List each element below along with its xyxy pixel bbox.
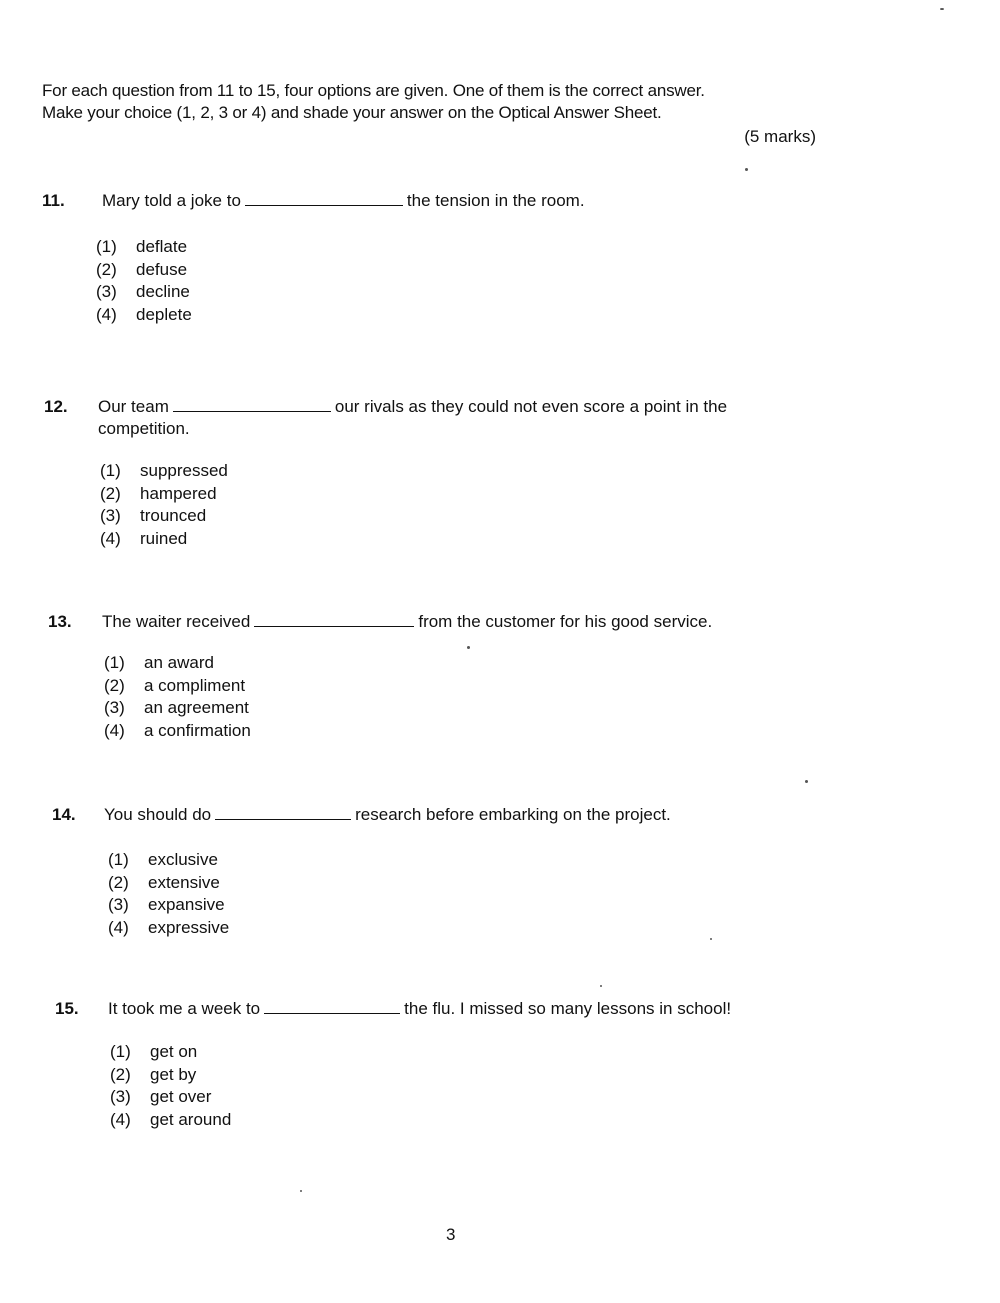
question-number: 15. (55, 999, 79, 1018)
scan-speck (940, 8, 944, 10)
scan-speck (300, 1190, 302, 1192)
question-stem (104, 804, 671, 826)
option-text: suppressed (140, 461, 228, 480)
option-item (96, 259, 192, 282)
option-item (108, 894, 229, 917)
stem-before: The waiter received (102, 612, 251, 631)
options-list (96, 236, 192, 326)
option-number: (4) (110, 1109, 131, 1129)
options-list (104, 652, 251, 742)
instructions-line-1: For each question from 11 to 15, four options are given. One of them is the correct answer. (42, 81, 705, 100)
scan-speck (745, 168, 748, 171)
question-15 (55, 998, 855, 1148)
scan-speck (467, 646, 470, 649)
question-stem (102, 611, 712, 633)
option-item (104, 675, 251, 698)
option-text: get around (150, 1109, 232, 1129)
option-number: (3) (96, 282, 117, 301)
answer-blank (173, 397, 331, 412)
option-text: deflate (136, 237, 188, 256)
instructions (42, 80, 832, 124)
option-item (100, 460, 228, 483)
question-stem (98, 396, 818, 440)
option-item (96, 281, 192, 304)
option-text: an agreement (144, 698, 249, 717)
stem-after: the flu. I missed so many lessons in school! (404, 999, 732, 1018)
question-number: 14. (52, 805, 76, 824)
question-number: 13. (48, 612, 72, 631)
option-item (104, 652, 251, 675)
option-text: an award (144, 653, 214, 672)
option-item (104, 697, 251, 720)
option-number: (1) (108, 850, 129, 869)
question-number: 11. (42, 191, 65, 210)
option-number: (3) (108, 895, 129, 914)
option-item (104, 720, 251, 743)
stem-after: research before embarking on the project. (355, 805, 671, 824)
question-stem (108, 998, 731, 1020)
instructions-line-2: Make your choice (1, 2, 3 or 4) and shade your answer on the Optical Answer Sheet. (42, 103, 662, 122)
option-text: expressive (148, 917, 230, 937)
option-text: extensive (148, 872, 220, 892)
answer-blank (264, 999, 400, 1014)
option-item (108, 872, 229, 895)
page-number: 3 (446, 1225, 456, 1244)
question-12 (44, 396, 844, 556)
option-text: hampered (140, 483, 217, 503)
option-item (110, 1086, 231, 1109)
options-list (108, 849, 229, 939)
option-number: (2) (96, 259, 117, 279)
option-text: get over (150, 1087, 212, 1106)
option-text: deplete (136, 304, 192, 324)
answer-blank (254, 612, 414, 627)
option-text: ruined (140, 528, 188, 548)
option-number: (3) (110, 1087, 131, 1106)
stem-before: Mary told a joke to (102, 191, 241, 210)
option-text: get on (150, 1042, 198, 1061)
option-number: (1) (100, 461, 121, 480)
answer-blank (245, 191, 403, 206)
stem-before: Our team (98, 397, 169, 416)
option-item (100, 505, 228, 528)
question-11 (42, 190, 842, 340)
option-number: (2) (100, 483, 121, 503)
option-number: (1) (104, 653, 125, 672)
question-number: 12. (44, 397, 68, 416)
option-number: (2) (110, 1064, 131, 1084)
option-item (110, 1064, 231, 1087)
option-number: (4) (104, 720, 125, 740)
option-number: (1) (110, 1042, 131, 1061)
option-item (96, 236, 192, 259)
option-text: a compliment (144, 675, 246, 695)
option-item (100, 528, 228, 551)
option-text: trounced (140, 506, 207, 525)
option-text: get by (150, 1064, 197, 1084)
answer-blank (215, 805, 351, 820)
scan-speck (805, 780, 808, 783)
scan-speck (710, 938, 712, 940)
question-stem (102, 190, 585, 212)
option-number: (3) (100, 506, 121, 525)
option-text: decline (136, 282, 190, 301)
option-text: a confirmation (144, 720, 251, 740)
options-list (110, 1041, 231, 1131)
stem-before: You should do (104, 805, 212, 824)
option-number: (2) (108, 872, 129, 892)
option-number: (1) (96, 237, 117, 256)
stem-before: It took me a week to (108, 999, 261, 1018)
option-item (110, 1109, 231, 1132)
option-number: (3) (104, 698, 125, 717)
option-number: (4) (108, 917, 129, 937)
option-item (100, 483, 228, 506)
scan-speck (600, 985, 602, 987)
option-text: defuse (136, 259, 188, 279)
option-item (108, 917, 229, 940)
stem-after: the tension in the room. (406, 191, 585, 210)
option-text: exclusive (148, 850, 218, 869)
option-text: expansive (148, 895, 225, 914)
option-item (96, 304, 192, 327)
stem-after: from the customer for his good service. (418, 612, 713, 631)
stem-after: our rivals as they could not even score a point in the competition. (98, 397, 728, 438)
options-list (100, 460, 228, 550)
option-item (108, 849, 229, 872)
option-item (110, 1041, 231, 1064)
question-13 (48, 611, 848, 761)
option-number: (4) (96, 304, 117, 324)
option-number: (4) (100, 528, 121, 548)
question-14 (52, 804, 852, 954)
marks-label: (5 marks) (744, 127, 816, 146)
option-number: (2) (104, 675, 125, 695)
